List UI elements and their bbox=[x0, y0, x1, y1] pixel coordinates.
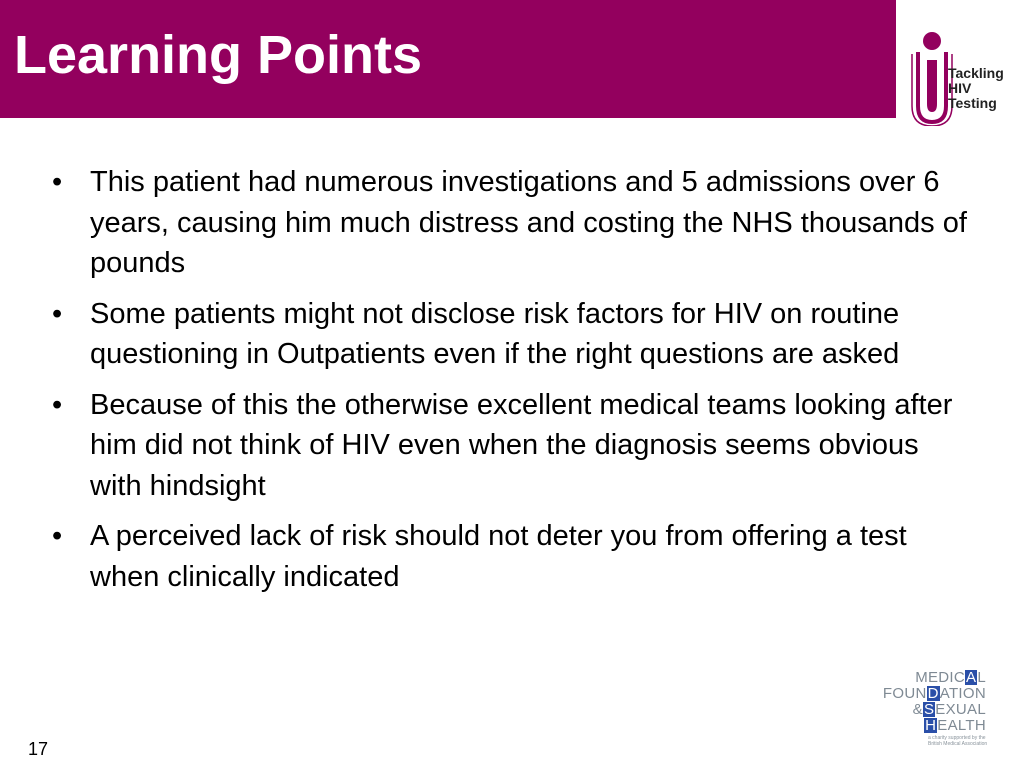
logo-hiv-text: Tackling HIV Testing bbox=[948, 65, 1004, 111]
title-bar bbox=[0, 0, 896, 118]
list-item: • This patient had numerous investigations and 5 admissions over 6 years, causing him much distress and costing the NHS thousands of pounds bbox=[50, 162, 970, 284]
logo-tagline: a charity supported by the British Medical Association bbox=[928, 735, 988, 747]
bullet-icon: • bbox=[52, 388, 63, 421]
page-number: 17 bbox=[28, 739, 49, 759]
bullet-icon: • bbox=[52, 166, 63, 198]
list-item: • A perceived lack of risk should not deter you from offering a test when clinically indicated bbox=[50, 516, 970, 597]
medical-foundation-logo: MEDICAL FOUNDATION &SEXUAL HEALTH a charity supported by the British Medical Association bbox=[876, 662, 996, 748]
list-item: • Some patients might not disclose risk factors for HIV on routine questioning in Outpatients even if the right questions are asked bbox=[50, 294, 970, 375]
bullet-icon: • bbox=[52, 297, 63, 330]
learning-points-list bbox=[50, 162, 970, 607]
bullet-icon: • bbox=[52, 520, 63, 552]
slide-title: Learning Points bbox=[14, 25, 423, 85]
list-item: • Because of this the otherwise excellent medical teams looking after him did not think of HIV even when the diagnosis seems obvious with hindsight bbox=[50, 385, 970, 507]
